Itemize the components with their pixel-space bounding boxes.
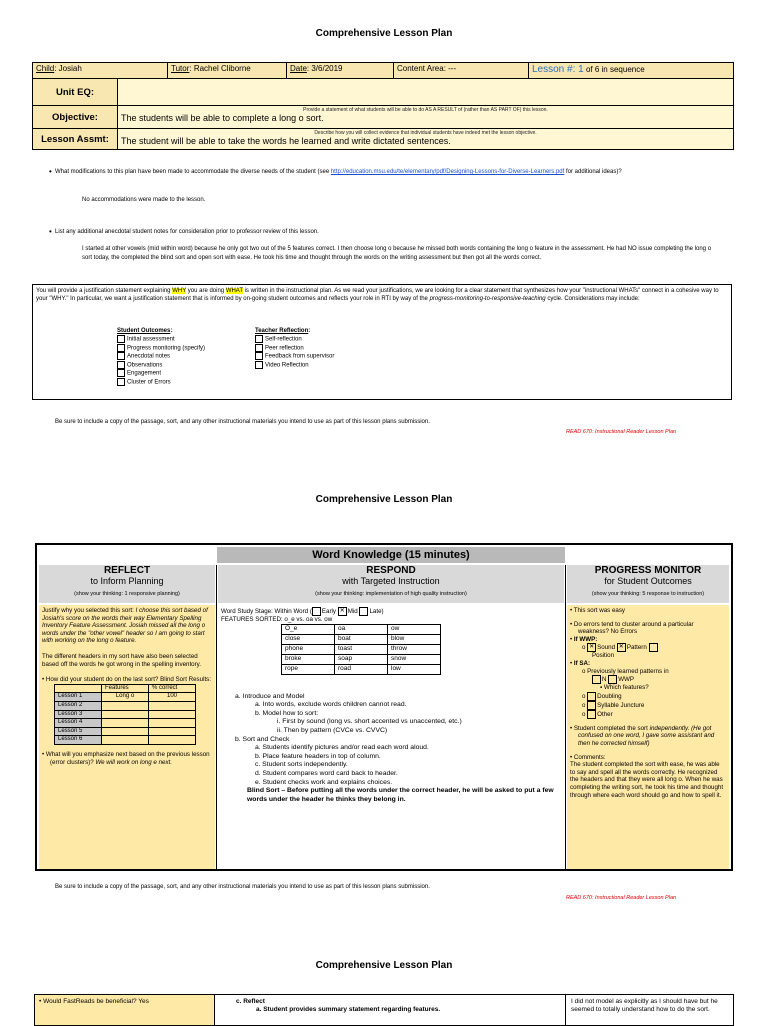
word-study-stage: Word Study Stage: Within Word ( Early ✕ Mid Late) <box>221 608 384 616</box>
features-sorted: FEATURES SORTED: o_e vs. oa vs. ow <box>221 616 333 623</box>
page-title: Comprehensive Lesson Plan <box>315 494 453 505</box>
include-note: Be sure to include a copy of the passage, sort, and any other instructional materials you intend to use as part of this lesson plans submission. <box>55 419 430 425</box>
anecdotal-answer: I started at other vowels (mid within word) because he only got two out of the 5 features correct. I then choose long o because he missed both words containing the long o feature in the assessment. He had NO issue completing the long o sort today, the completed the blind sort and open sort with ease. He took his time and thought through the words on the writing assessment but then got all the words correct. <box>82 246 712 261</box>
bottom-progress-cell: I did not model as explicitly as I should have but he seemed to totally understand how to do the sort. <box>567 995 731 1025</box>
read-note: READ 670: Instructional Reader Lesson Plan <box>566 895 677 901</box>
instruction-steps: a. Introduce and Model a. Into words, exclude words children cannot read. b. Model how to sort: i. First by sound (long vs. short accented vs unaccented, etc.) ii. Then by pattern (CVCe vs. CVVC) b. Sort and Check a. Students identify pictures and/or read each word aloud. b. Place feature headers in top of column. c. Student sorts independently. d. Student compares word card back to header. e. Student checks work and explains choices. Blind Sort – Before putting all the words under the correct header, he will be asked to put a few words under the header he thinks they belong in. <box>235 692 554 803</box>
respond-header: RESPOND with Targeted Instruction (show your thinking: implementation of high quality instruction) <box>218 565 564 603</box>
outcome-item[interactable]: Cluster of Errors <box>117 378 205 387</box>
modifications-question: • What modifications to this plan have been made to accommodate the diverse needs of the student (see http://education.msu.edu/te/elementary/pdf/Designing-Lessons-for-Diverse-Learners.pdf for additional ideas)? <box>49 167 622 176</box>
objective-label: Objective: <box>33 106 118 129</box>
blind-sort-results-table: Features % correct Lesson 1 Long o 100 Lesson 2 Lesson 3 Lesson 4 Lesson 5 Lesson 6 <box>54 684 196 745</box>
content-area-cell: Content Area: --- <box>394 63 529 79</box>
sort-table: O_e oa ow close boat blow phone toast throw broke soap snow rope road low <box>281 624 441 675</box>
word-knowledge-table <box>35 543 733 871</box>
lesson-number-cell: Lesson #: 1 of 6 in sequence <box>529 63 734 79</box>
date-cell: Date: 3/6/2019 <box>287 63 394 79</box>
reflection-item[interactable]: Self-reflection <box>255 335 334 344</box>
teacher-reflection: Teacher Reflection: Self-reflection Peer reflection Feedback from supervisor Video Reflection <box>255 328 335 369</box>
page-title: Comprehensive Lesson Plan <box>315 960 453 971</box>
unit-eq-label: Unit EQ: <box>33 79 118 106</box>
tutor-cell: Tutor: Rachel Cliborne <box>168 63 287 79</box>
assessment-text: The student will be able to take the words he learned and write dictated sentences. <box>121 136 451 146</box>
justification-text: You will provide a justification statement explaining WHY you are doing WHAT is written in the instructional plan. As we read your justifications, we are looking for a clear statement that synthesizes how your "instructional WHATs" connect in a cohesive way to your "WHY." In particular, we want a justification statement that is informed by on-going student outcomes and reflects your role in RTI by way of the progress-monitoring-to-responsive-teaching cycle. Considerations may include: <box>36 288 719 302</box>
reflection-item[interactable]: Peer reflection <box>255 344 334 353</box>
assessment-label: Lesson Assmt: <box>33 129 118 150</box>
reflect-header: REFLECT to Inform Planning (show your thinking: 1 responsive planning) <box>39 565 215 603</box>
assessment-hint: Describe how you will collect evidence that individual students have indeed met the lesson objective. <box>314 130 537 136</box>
word-knowledge-title: Word Knowledge (15 minutes) <box>217 547 565 563</box>
outcome-item[interactable]: Progress monitoring (specify) <box>117 344 205 353</box>
respond-column <box>218 605 564 869</box>
progress-monitor-column: • This sort was easy • Do errors tend to cluster around a particular weakness? No Errors • If WWP: o ✕ Sound ✕ Pattern Position • If SA: o Previously learned patterns in N WWP ▪ Which features? o Doubling o Syllable Juncture o Other • Student completed the sort independently. (He got confused on one word, I gave some assistant and then he corrected himself) • Comments: The student completed the sort with ease, he was able to say and spell all the words correctly. He recognized the headers and that they were all long o. When he was completing the writing sort, he took his time and thought through where each word should go and how to spell it. <box>567 605 729 869</box>
outcome-item[interactable]: Engagement <box>117 369 205 378</box>
outcome-item[interactable]: Anecdotal notes <box>117 352 205 361</box>
page-title: Comprehensive Lesson Plan <box>315 28 453 39</box>
lesson-header-table <box>32 62 734 79</box>
child-cell: Child: Josiah <box>33 63 168 79</box>
anecdotal-question: • List any additional anecdotal student notes for consideration prior to professor review of this lesson. <box>49 227 319 236</box>
bottom-reflect-cell: • Would FastReads be beneficial? Yes <box>35 995 215 1025</box>
bottom-respond-cell: c. Reflect a. Student provides summary statement regarding features. <box>216 995 566 1025</box>
justification-box <box>32 284 732 400</box>
outcome-item[interactable]: Observations <box>117 361 205 370</box>
continued-table <box>34 994 734 1026</box>
include-note: Be sure to include a copy of the passage, sort, and any other instructional materials you intend to use as part of this lesson plans submission. <box>55 884 430 890</box>
reflect-column: Justify why you selected this sort: I choose this sort based of Josiah's score on the words their way Elementary Spelling Inventory Feature Assessment. Josiah missed all the long o words under the "other vowel" header so I am going to start with working on the long o feature. The different headers in my sort have also been selected based off the words he got wrong in the spelling inventory. • How did your student do on the last sort? Blind Sort Results: Features % correct Lesson 1 Long o 100 Lesson 2 Lesson 3 Lesson 4 Lesson 5 Lesson 6 • What will you emphasize next based on the previous lesson (error clusters)? We will work on long e next. <box>39 605 215 869</box>
lesson-detail-table <box>32 78 734 150</box>
objective-text: The students will be able to complete a long o sort. <box>121 113 324 123</box>
modifications-answer: No accommodations were made to the lesson. <box>82 197 206 203</box>
reflection-item[interactable]: Video Reflection <box>255 361 334 370</box>
student-outcomes: Student Outcomes: Initial assessment Progress monitoring (specify) Anecdotal notes Observations Engagement Cluster of Errors <box>117 328 206 386</box>
reflection-item[interactable]: Feedback from supervisor <box>255 352 334 361</box>
objective-hint: Provide a statement of what students will be able to do AS A RESULT of (rather than AS PART OF) this lesson. <box>303 107 548 113</box>
progress-monitor-header: PROGRESS MONITOR for Student Outcomes (show your thinking: 5 response to instruction) <box>567 565 729 603</box>
diverse-learners-link[interactable]: http://education.msu.edu/te/elementary/pdf/Designing-Lessons-for-Diverse-Learners.pdf <box>330 169 565 175</box>
outcome-item[interactable]: Initial assessment <box>117 335 205 344</box>
unit-eq-value <box>118 79 734 106</box>
read-note: READ 670: Instructional Reader Lesson Plan <box>566 429 677 435</box>
